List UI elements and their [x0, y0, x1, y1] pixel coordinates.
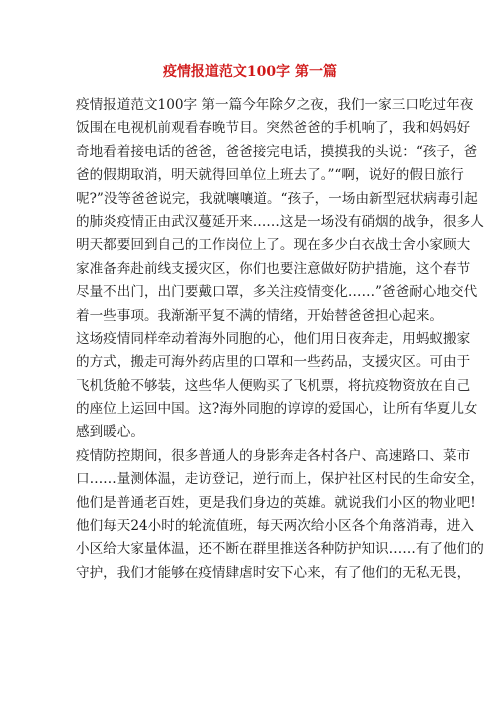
text-line: 明天都要回到自己的工作岗位上了。现在多少白衣战士舍小家顾大: [76, 237, 471, 254]
text-line: 这场疫情同样牵动着海外同胞的心，他们用日夜奔走，用蚂蚁搬家: [76, 330, 471, 347]
paragraph-2: [76, 328, 478, 445]
text-line: 爸的假期取消，明天就得回单位上班去了。”“啊，说好的假日旅行: [76, 167, 464, 184]
text-line: 奇地看着接电话的爸爸，爸爸接完电话，摸摸我的头说：“孩子，爸: [76, 143, 478, 160]
document-body: [76, 94, 484, 585]
text-line: 飞机货舱不够装，这些华人便购买了飞机票，将抗疫物资放在自己: [76, 377, 471, 394]
text-line: 着一些事项。我渐渐平复不满的情绪，开始替爸爸担心起来。: [76, 307, 444, 324]
text-line: 呢?”没等爸爸说完，我就嚷嚷道。“孩子，一场由新型冠状病毒引起: [76, 190, 478, 207]
text-line: 他们每天24小时的轮流值班，每天两次给小区各个角落消毒，进入: [76, 518, 474, 535]
text-line: 感到暖心。: [76, 424, 144, 441]
text-line: 他们是普通老百姓，更是我们身边的英雄。就说我们小区的物业吧!: [76, 494, 476, 511]
paragraph-3: [76, 445, 484, 585]
paragraph-1: [76, 94, 484, 328]
text-line: 疫情防控期间，很多普通人的身影奔走各村各户、高速路口、菜市: [76, 447, 471, 464]
text-line: 的座位上运回中国。这?海外同胞的谆谆的爱国心，让所有华夏儿女: [76, 401, 478, 418]
text-line: 家准备奔赴前线支援灾区，你们也要注意做好防护措施，这个春节: [76, 260, 471, 277]
text-line: 尽量不出门，出门要戴口罩，多关注疫情变化……”爸爸耐心地交代: [76, 284, 478, 301]
text-line: 守护，我们才能够在疫情肆虐时安下心来，有了他们的无私无畏，: [76, 564, 471, 581]
text-line: 口……量测体温，走访登记，逆行而上，保护社区村民的生命安全，: [76, 471, 484, 488]
text-line: 饭围在电视机前观看春晚节目。突然爸爸的手机响了，我和妈妈好: [76, 120, 471, 137]
text-line: 小区给大家量体温，还不断在群里推送各种防护知识……有了他们的: [76, 541, 484, 558]
text-line: 疫情报道范文100字 第一篇今年除夕之夜，我们一家三口吃过年夜: [76, 97, 474, 113]
document-title: 疫情报道范文100字 第一篇: [162, 64, 338, 80]
text-line: 的方式，搬走可海外药店里的口罩和一些药品，支援灾区。可由于: [76, 354, 471, 371]
text-line: 的肺炎疫情正由武汉蔓延开来……这是一场没有硝烟的战争，很多人: [76, 213, 484, 230]
